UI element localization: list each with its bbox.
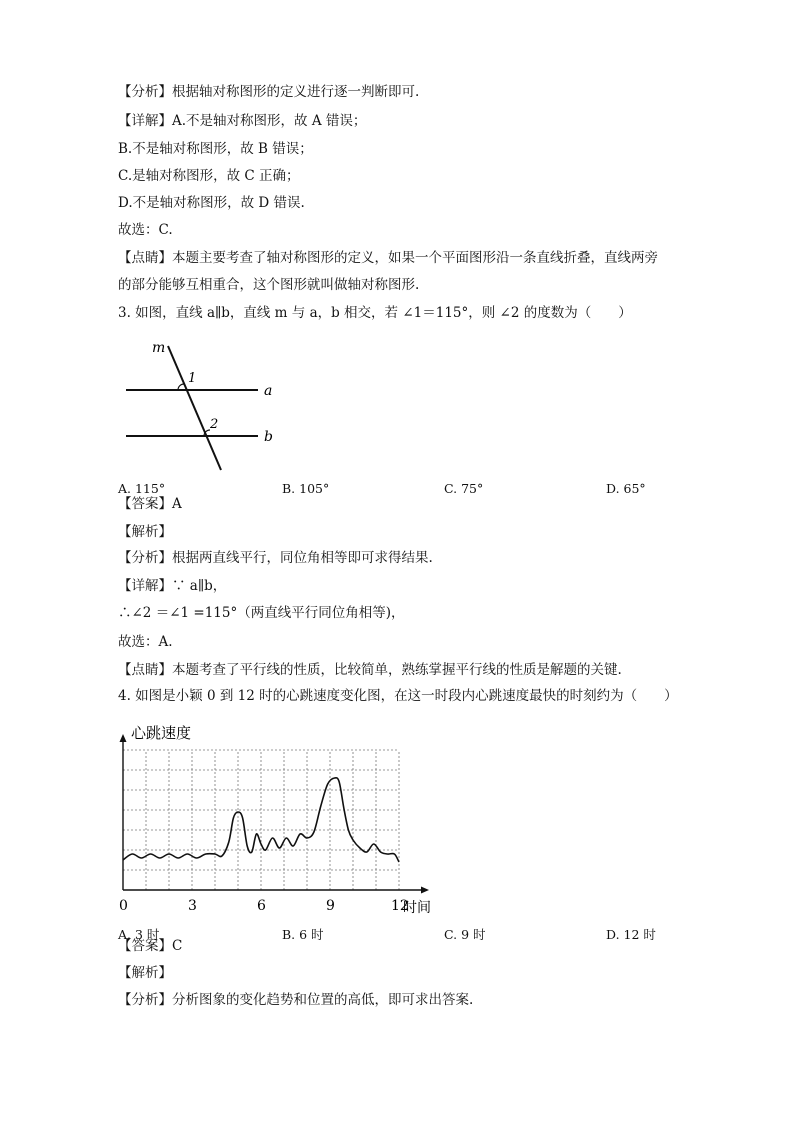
q3-choice-a: A. 115° xyxy=(118,481,166,496)
q4-heart-rate-chart xyxy=(110,722,450,917)
line-m xyxy=(168,346,221,470)
q3-choice-b: B. 105° xyxy=(282,481,330,496)
y-axis-arrow xyxy=(120,734,127,742)
text-line: 【答案】A xyxy=(118,496,182,512)
text-line: 【详解】∵ a∥b， xyxy=(118,578,227,594)
q3-choices xyxy=(118,481,678,501)
text-line: 【答案】C xyxy=(118,938,183,954)
text-line: 故选：C. xyxy=(118,222,173,238)
label-m: m xyxy=(152,340,166,356)
x-tick-label: 0 xyxy=(119,898,128,914)
x-tick-label: 12 xyxy=(391,898,409,914)
text-line: D.不是轴对称图形，故 D 错误. xyxy=(118,195,305,211)
x-tick-label: 3 xyxy=(188,898,197,914)
text-line: 4. 如图是小颖 0 到 12 时的心跳速度变化图，在这一时段内心跳速度最快的时刻约为（ ） xyxy=(118,688,678,704)
q4-choice-d: D. 12 时 xyxy=(606,927,656,942)
text-line: 【详解】A.不是轴对称图形，故 A 错误； xyxy=(118,113,367,129)
x-tick-label: 9 xyxy=(326,898,335,914)
label-angle-1: 1 xyxy=(188,371,197,386)
x-tick-label: 6 xyxy=(257,898,266,914)
text-line: 故选：A. xyxy=(118,634,173,650)
text-line: B.不是轴对称图形，故 B 错误； xyxy=(118,141,313,157)
label-b: b xyxy=(264,429,273,445)
q4-choice-b: B. 6 时 xyxy=(282,927,324,942)
text-line: 3. 如图，直线 a∥b，直线 m 与 a，b 相交，若 ∠1＝115°，则 ∠2 的度数为（ ） xyxy=(118,305,632,321)
y-axis-label: 心跳速度 xyxy=(131,724,192,742)
text-line: 【点睛】本题主要考查了轴对称图形的定义，如果一个平面图形沿一条直线折叠，直线两旁 xyxy=(118,250,658,266)
text-line: 的部分能够互相重合，这个图形就叫做轴对称图形. xyxy=(118,277,420,293)
q3-figure xyxy=(118,338,288,473)
q4-choices xyxy=(118,925,678,945)
text-line: ∴∠2 ＝∠1 =115°（两直线平行同位角相等)， xyxy=(118,605,405,621)
text-line: 【分析】根据两直线平行，同位角相等即可求得结果. xyxy=(118,550,433,566)
text-line: C.是轴对称图形，故 C 正确； xyxy=(118,168,300,184)
q4-choice-a: A. 3 时 xyxy=(118,927,160,942)
text-line: 【分析】分析图象的变化趋势和位置的高低，即可求出答案. xyxy=(118,992,474,1008)
x-axis-label: 时间 xyxy=(403,900,431,916)
text-line: 【分析】根据轴对称图形的定义进行逐一判断即可. xyxy=(118,84,420,100)
text-line: 【点睛】本题考查了平行线的性质，比较简单，熟练掌握平行线的性质是解题的关键. xyxy=(118,662,622,678)
text-line: 【解析】 xyxy=(118,965,172,981)
q4-choice-c: C. 9 时 xyxy=(444,927,486,942)
text-line: 【解析】 xyxy=(118,524,172,540)
q3-choice-d: D. 65° xyxy=(606,481,646,496)
x-axis-arrow xyxy=(421,887,429,894)
q3-choice-c: C. 75° xyxy=(444,481,484,496)
label-a: a xyxy=(264,383,273,399)
label-angle-2: 2 xyxy=(210,417,219,432)
